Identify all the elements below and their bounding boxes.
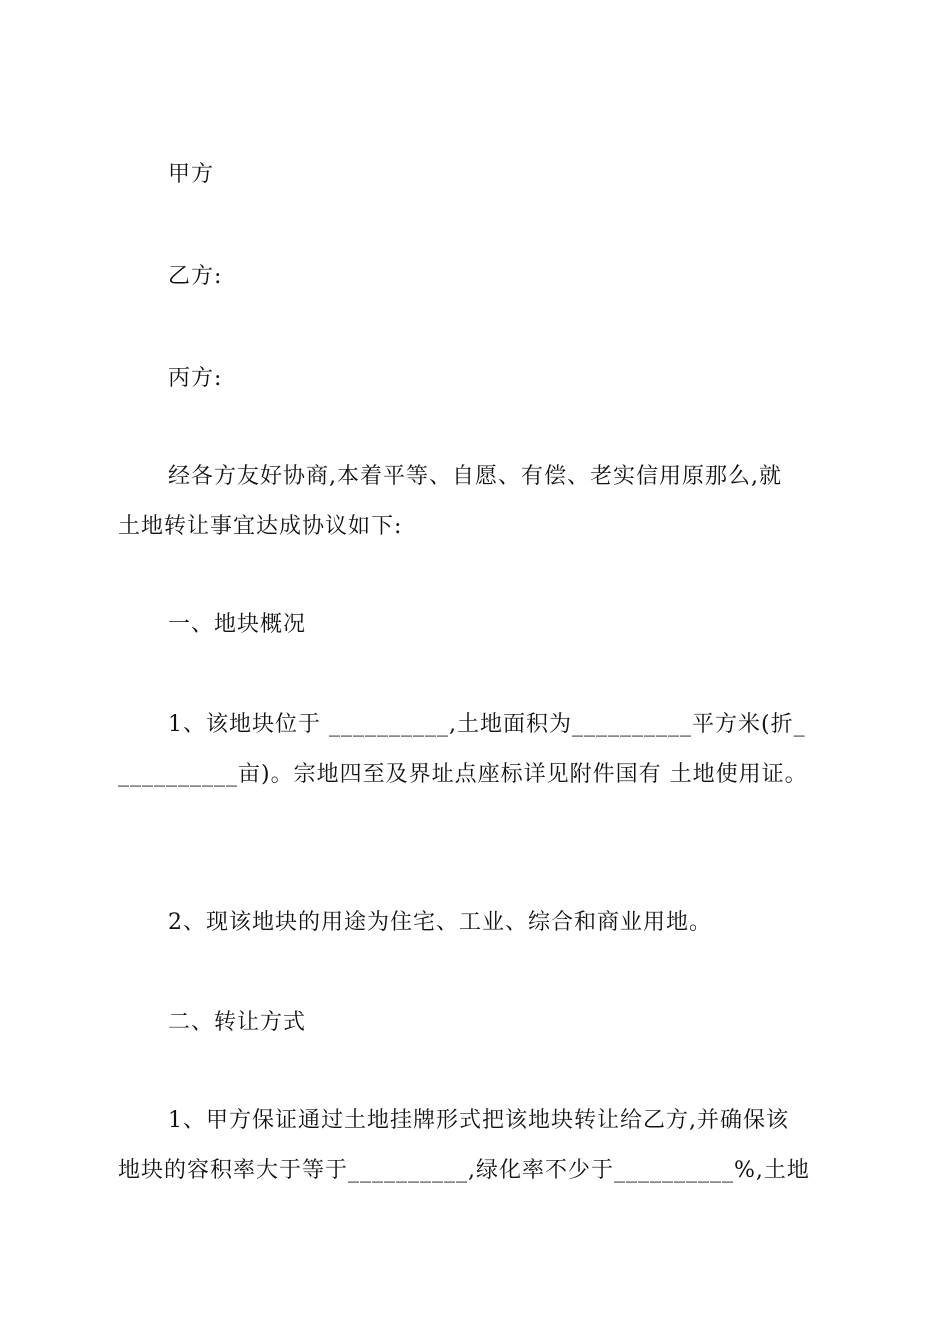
section-2-item-1-line-2: 地块的容积率大于等于__________,绿化率不少于__________%,土地 <box>118 1158 810 1183</box>
section-1-item-1-line-1: 1、该地块位于 __________,土地面积为__________平方米(折_ <box>168 712 806 737</box>
preamble-line-1: 经各方友好协商,本着平等、自愿、有偿、老实信用原那么,就 <box>168 464 782 489</box>
section-1-item-1-line-2: __________亩)。宗地四至及界址点座标详见附件国有 土地使用证。 <box>118 762 808 787</box>
preamble-line-2: 土地转让事宜达成协议如下: <box>118 514 403 539</box>
section-1-heading: 一、地块概况 <box>168 612 307 637</box>
party-b-label: 乙方: <box>168 264 223 289</box>
party-a-label: 甲方 <box>168 162 215 187</box>
party-c-label: 丙方: <box>168 366 223 391</box>
section-2-item-1-line-1: 1、甲方保证通过土地挂牌形式把该地块转让给乙方,并确保该 <box>168 1108 789 1133</box>
section-1-item-2: 2、现该地块的用途为住宅、工业、综合和商业用地。 <box>168 910 712 935</box>
section-2-heading: 二、转让方式 <box>168 1010 307 1035</box>
